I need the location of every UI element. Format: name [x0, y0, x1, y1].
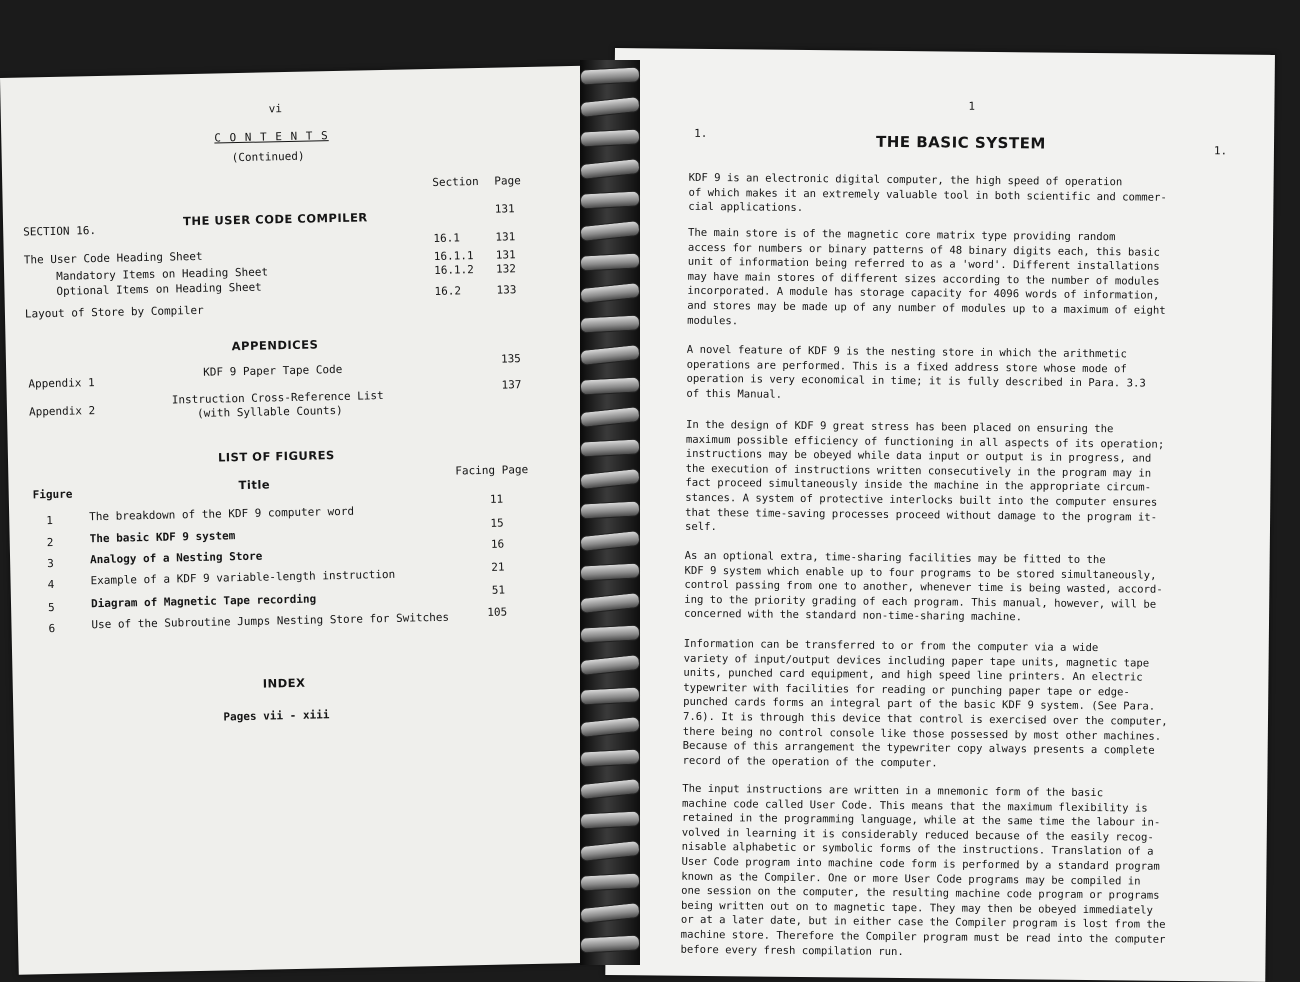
- binding-ring: [580, 252, 641, 271]
- binding-ring: [580, 66, 641, 85]
- figure-num: 2: [46, 535, 54, 550]
- body-paragraph: Information can be transferred to or from the computer via a wide variety of input/output devices including paper tape units, magnetic tape units, punched card equipment, and high speed line printers. An electric typewriter with facilities for reading or punching paper tape or edge- punched cards forms an integral part of the basic KDF 9 system. (See Para. 7.6). It is through this device that control is exercised over the computer, there being no control console like those possessed by most other machines. Because of this arrangement the typewriter copy always presents a complete record of the operation of the computer.: [682, 637, 1168, 770]
- figure-page: 21: [491, 560, 505, 574]
- appendix-page: 137: [501, 378, 522, 392]
- section16-label: SECTION 16.: [23, 224, 97, 239]
- body-paragraph: A novel feature of KDF 9 is the nesting store in which the arithmetic operations are performed. This is a fixed address store whose mode of operation is very economical in time; it is fully described in Para. 3.3 of this Manual.: [686, 343, 1146, 401]
- body-paragraph: The input instructions are written in a mnemonic form of the basic machine code called User Code. This means that the maximum flexibility is retained in the programming language, while at the same time the labour in- volved in learning it is considerably reduced because of the easily recog- nisable alphabetic or symbolic forms of the instructions. Translation of a User Code program into machine code form is performed by a standard program known as the Compiler. One or more User Code programs may be compiled in one session on the computer, the resulting machine code program or programs being written out on to magnetic tape. They may then be obeyed immediately or at a later date, but in either case the Compiler program is lost from the machine store. Therefore the Compiler program must be read into the computer before every fresh compilation run.: [680, 782, 1166, 958]
- binding-ring: [580, 748, 641, 767]
- toc-row-section: 16.1.1: [433, 249, 474, 263]
- binding-ring: [580, 934, 641, 953]
- binding-ring: [580, 500, 641, 519]
- contents-title: C O N T E N T S: [214, 129, 329, 145]
- binding-ring: [580, 190, 641, 209]
- figure-page: 16: [490, 537, 505, 551]
- body-paragraph: In the design of KDF 9 great stress has been placed on ensuring the maximum possible efficiency of functioning in all aspects of its operation; instructions may be obeyed while data input or output is in progress, and the execution of instructions written consecutively in the program may in fact proceed simultaneously inside the machine in the appropriate circum- stances. A system of protective interlocks built into the computer ensures that these time-saving processes proceed without damage to the program it- self.: [684, 418, 1165, 534]
- binding-ring: [579, 716, 640, 738]
- fig-col-title: Title: [238, 477, 271, 493]
- figure-page: 15: [490, 516, 504, 530]
- figure-title: Example of a KDF 9 variable-length instruction: [90, 567, 396, 588]
- figure-num: 4: [47, 577, 55, 592]
- chapter-number-right: 1.: [1213, 144, 1228, 158]
- binding-ring: [580, 314, 641, 333]
- index-title: INDEX: [262, 675, 306, 691]
- figure-title: Analogy of a Nesting Store: [89, 549, 263, 567]
- fig-col-figure: Figure: [32, 487, 73, 502]
- binding-ring: [579, 902, 640, 924]
- page-number-right: 1: [968, 99, 976, 113]
- binding-ring: [579, 468, 640, 490]
- figure-title: Use of the Subroutine Jumps Nesting Store for Switches: [91, 610, 450, 632]
- figure-page: 105: [487, 605, 508, 619]
- body-paragraph: As an optional extra, time-sharing facilities may be fitted to the KDF 9 system which enable up to four programs to be stored simultaneously, control passing from one to another, whenever time is being wasted, accord- ing to the priority grading of each program. This manual, however, will be concerned with the standard non-time-sharing machine.: [684, 549, 1163, 624]
- toc-row-page: 131: [495, 248, 516, 262]
- toc-row-page: 131: [495, 230, 516, 244]
- binding-ring: [579, 530, 640, 552]
- appendix-subtitle: (with Syllable Counts): [196, 403, 343, 420]
- left-page: [0, 65, 619, 974]
- contents-continued: (Continued): [231, 149, 305, 165]
- binding-ring: [579, 592, 640, 614]
- binding-ring: [579, 840, 640, 862]
- col-section-header: Section: [432, 175, 479, 189]
- binding-ring: [580, 376, 641, 395]
- appendix-label: Appendix 1: [28, 376, 95, 391]
- index-pages: Pages vii - xiii: [223, 708, 330, 724]
- binding-ring: [580, 562, 641, 581]
- binding-ring: [579, 778, 640, 800]
- toc-row-label: Mandatory Items on Heading Sheet: [56, 265, 269, 283]
- binding-ring: [580, 872, 641, 891]
- figure-num: 6: [48, 621, 56, 636]
- binding-ring: [579, 282, 640, 304]
- spiral-binding: [580, 60, 640, 965]
- binding-ring: [580, 686, 641, 705]
- binding-ring: [580, 438, 641, 457]
- binding-ring: [580, 810, 641, 829]
- toc-row-label: Optional Items on Heading Sheet: [56, 280, 262, 298]
- figure-page: 11: [489, 492, 504, 506]
- binding-ring: [579, 654, 640, 676]
- chapter-number-left: 1.: [694, 126, 708, 140]
- body-paragraph: The main store is of the magnetic core matrix type providing random access for numbers or binary patterns of 48 binary digits each, this basic unit of information being referred to as a 'word'. Different installations may have main stores of different sizes according to the number of modules incorporated. A module has storage capacity for 4096 words of information, and stores may be made up of any number of modules up to a maximum of eight modules.: [687, 226, 1166, 327]
- section16-title: THE USER CODE COMPILER: [182, 210, 368, 229]
- appendices-title: APPENDICES: [231, 337, 319, 354]
- binding-ring: [579, 96, 640, 118]
- appendix-label: Appendix 2: [28, 404, 96, 419]
- col-page-header: Page: [494, 174, 521, 188]
- appendix-title: KDF 9 Paper Tape Code: [203, 362, 343, 379]
- page-number-left: vi: [268, 102, 283, 116]
- figure-title: Diagram of Magnetic Tape recording: [90, 592, 317, 611]
- toc-row-label: The User Code Heading Sheet: [23, 249, 203, 267]
- right-page: [605, 48, 1275, 982]
- binding-ring: [580, 128, 641, 147]
- figure-title: The basic KDF 9 system: [89, 529, 236, 546]
- binding-ring: [579, 158, 640, 180]
- toc-row-label: Layout of Store by Compiler: [24, 303, 204, 321]
- appendix-page: 135: [500, 352, 522, 366]
- figure-num: 3: [47, 556, 54, 571]
- body-paragraph: KDF 9 is an electronic digital computer, the high speed of operation of which makes it an extremely valuable tool in both scientific and commer- cial applications.: [688, 171, 1167, 215]
- figure-num: 1: [46, 513, 54, 528]
- binding-ring: [579, 406, 640, 428]
- section16-page: 131: [494, 202, 515, 216]
- figure-title: The breakdown of the KDF 9 computer word: [89, 504, 355, 524]
- toc-row-section: 16.1: [433, 231, 461, 245]
- binding-ring: [579, 344, 640, 366]
- toc-row-section: 16.1.2: [433, 263, 475, 277]
- toc-row-page: 133: [496, 283, 517, 297]
- figure-num: 5: [47, 600, 55, 615]
- appendix-title: Instruction Cross-Reference List: [171, 389, 384, 407]
- binding-ring: [579, 220, 640, 242]
- toc-row-page: 132: [495, 262, 517, 276]
- chapter-title: THE BASIC SYSTEM: [875, 132, 1046, 153]
- figure-page: 51: [491, 583, 506, 597]
- fig-col-facing: Facing Page: [455, 463, 529, 478]
- toc-row-section: 16.2: [434, 284, 462, 298]
- binding-ring: [580, 624, 641, 643]
- figures-title: LIST OF FIGURES: [217, 448, 335, 465]
